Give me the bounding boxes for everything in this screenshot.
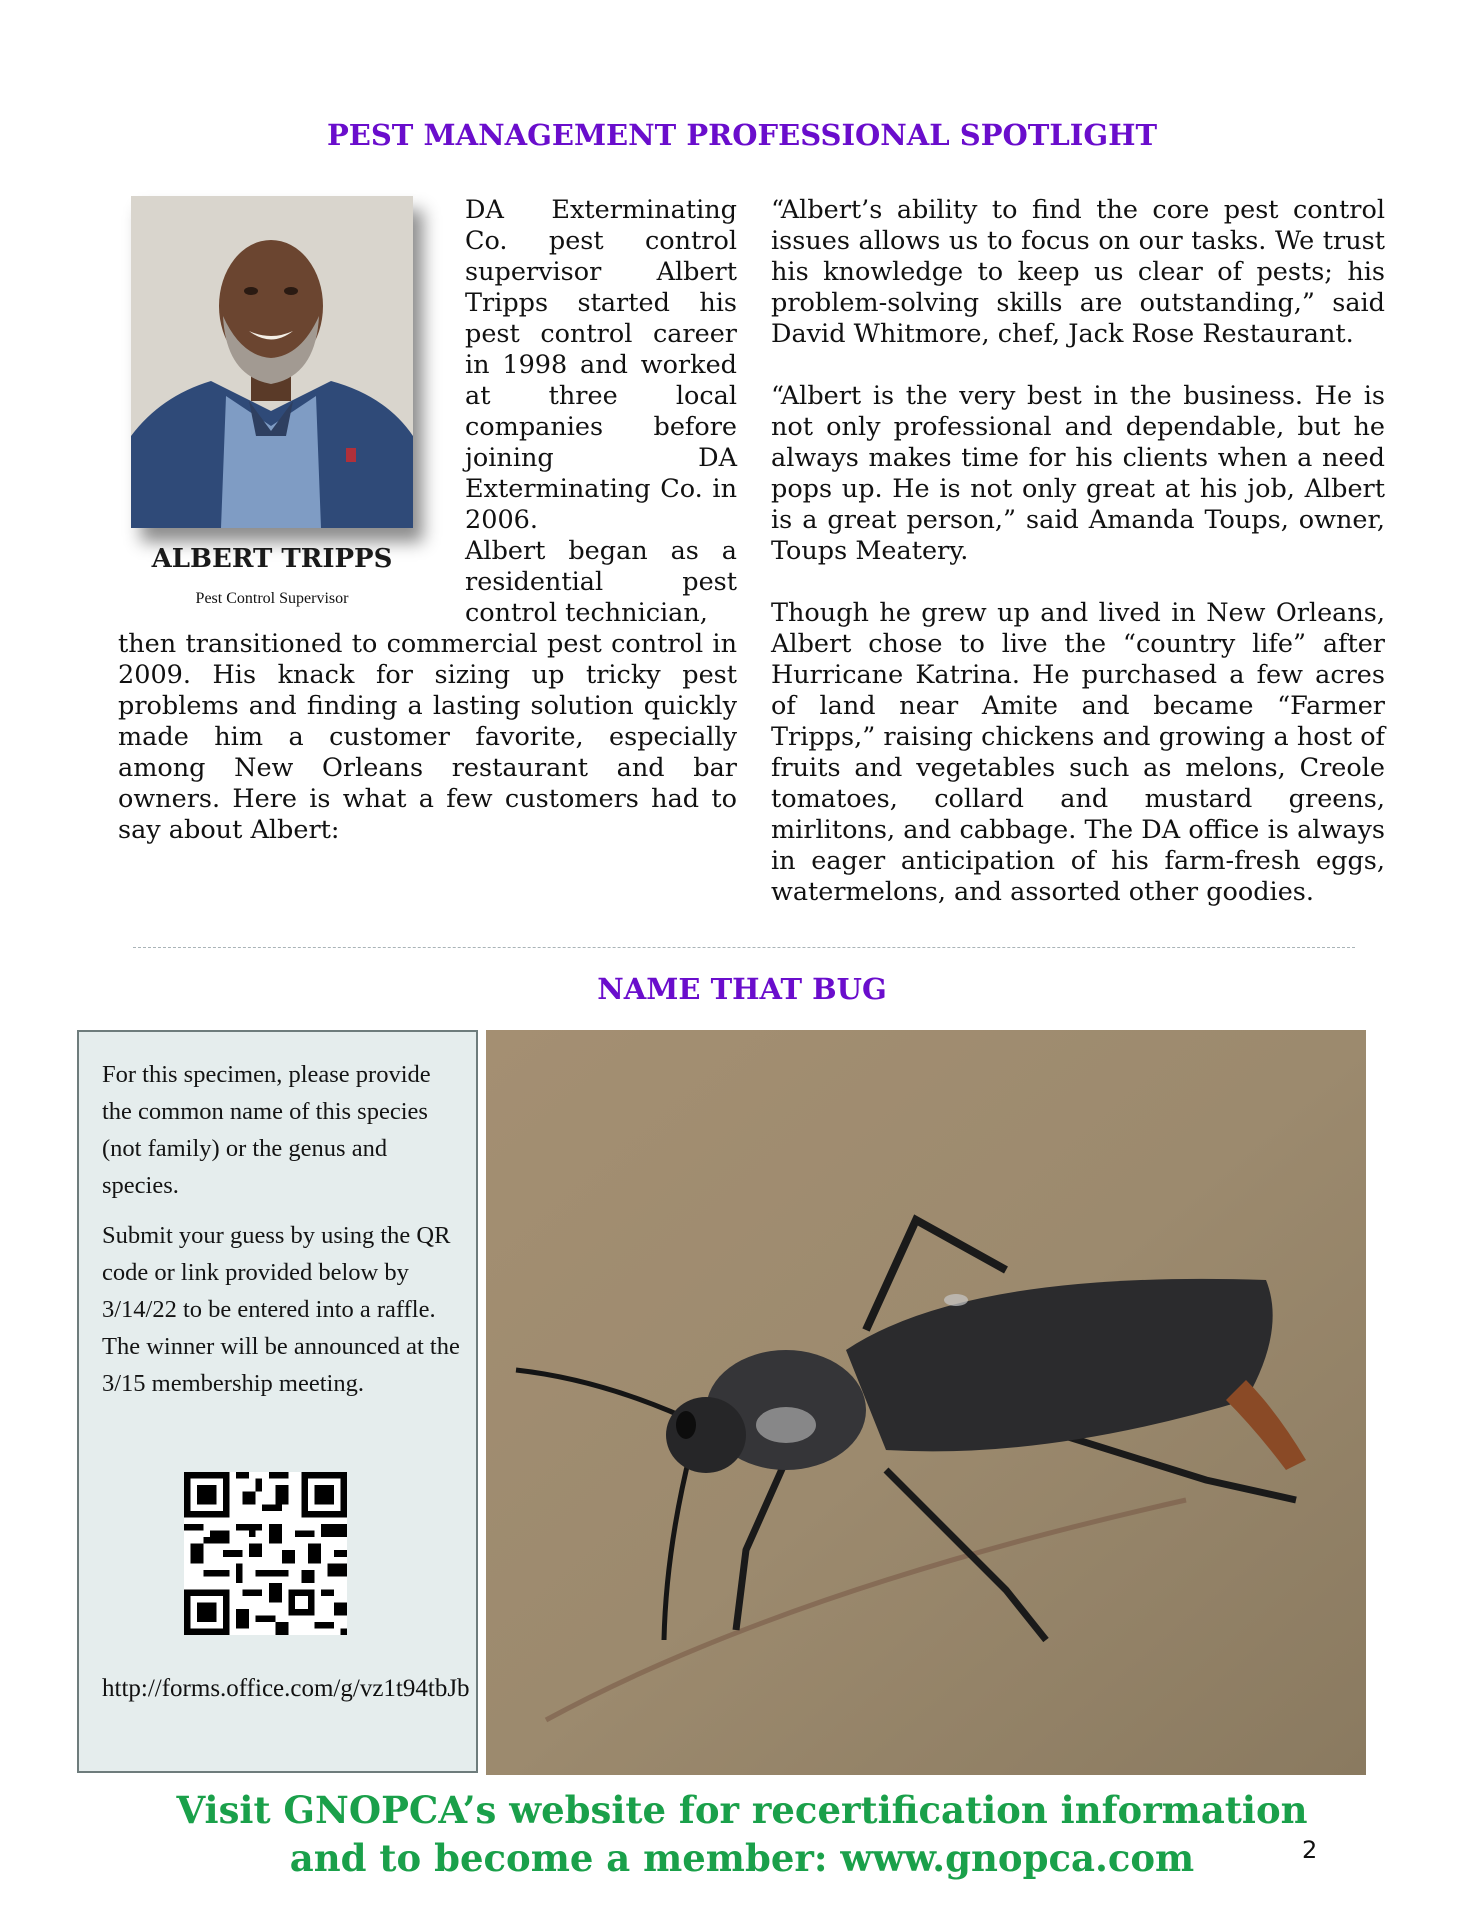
footer-callout: [0, 1786, 1484, 1882]
section-divider: [133, 947, 1355, 948]
name-that-bug-title: NAME THAT BUG: [597, 972, 887, 1006]
bug-instruction-2: Submit your guess by using the QR code or link provided below by 3/14/22 to be entered into a raffle. The winner will be announced at the 3/15 membership meeting.: [102, 1222, 460, 1397]
beetle-icon: [486, 1030, 1366, 1775]
bug-instructions-box: [77, 1030, 478, 1773]
career-text-start: Albert began as a residential pest control technician,: [465, 536, 737, 628]
bug-instruction-1: For this specimen, please provide the common name of this species (not family) or the genus and species.: [102, 1061, 431, 1199]
testimonial-whitmore: “Albert’s ability to find the core pest control issues allows us to focus on our tasks. We trust his knowledge to keep us clear of pests; his problem-solving skills are outstanding,” said David Whitmore, chef, Jack Rose Restaurant.: [771, 195, 1385, 349]
farm-life-paragraph: Though he grew up and lived in New Orleans, Albert chose to live the “country life” after Hurricane Katrina. He purchased a few acres of land near Amite and became “Farmer Tripps,” raising chickens and growing a host of fruits and vegetables such as melons, Creole tomatoes, collard and mustard greens, mirlitons, and cabbage. The DA office is always in eager anticipation of his farm-fresh eggs, watermelons, and assorted other goodies.: [771, 598, 1385, 907]
testimonials-column: [771, 195, 1385, 939]
portrait-photo-frame: [131, 196, 413, 528]
spotlight-title: PEST MANAGEMENT PROFESSIONAL SPOTLIGHT: [326, 118, 1158, 152]
page-number: 2: [1302, 1836, 1318, 1864]
submission-link[interactable]: http://forms.office.com/g/vz1t94tbJb: [102, 1675, 470, 1702]
testimonial-toups: “Albert is the very best in the business. He is not only professional and dependable, but he always makes time for his clients when a need pops up. He is not only great at his job, Albert is a great person,” said Amanda Toups, owner, Toups Meatery.: [771, 381, 1385, 566]
person-job-title: Pest Control Supervisor: [195, 590, 349, 607]
career-text: then transitioned to commercial pest control in 2009. His knack for sizing up tricky pest problems and finding a lasting solution quickly made him a customer favorite, especially among New Orleans restaurant and bar owners. Here is what a few customers had to say about Albert:: [118, 629, 737, 845]
person-portrait-icon: [131, 196, 413, 528]
career-paragraph-start: [465, 536, 737, 629]
person-name: ALBERT TRIPPS: [151, 544, 393, 574]
qr-code-icon[interactable]: [184, 1472, 347, 1635]
intro-paragraph: [465, 195, 737, 536]
footer-line-2: and to become a member: www.gnopca.com: [289, 1836, 1195, 1880]
beetle-photo: [486, 1030, 1366, 1775]
portrait-photo: [131, 196, 413, 528]
career-paragraph: [118, 629, 737, 846]
intro-text: DA Exterminating Co. pest control supervisor Albert Tripps started his pest control career in 1998 and worked at three local companies before joining DA Exterminating Co. in 2006.: [465, 195, 737, 535]
footer-line-1: Visit GNOPCA’s website for recertification information: [176, 1788, 1308, 1832]
